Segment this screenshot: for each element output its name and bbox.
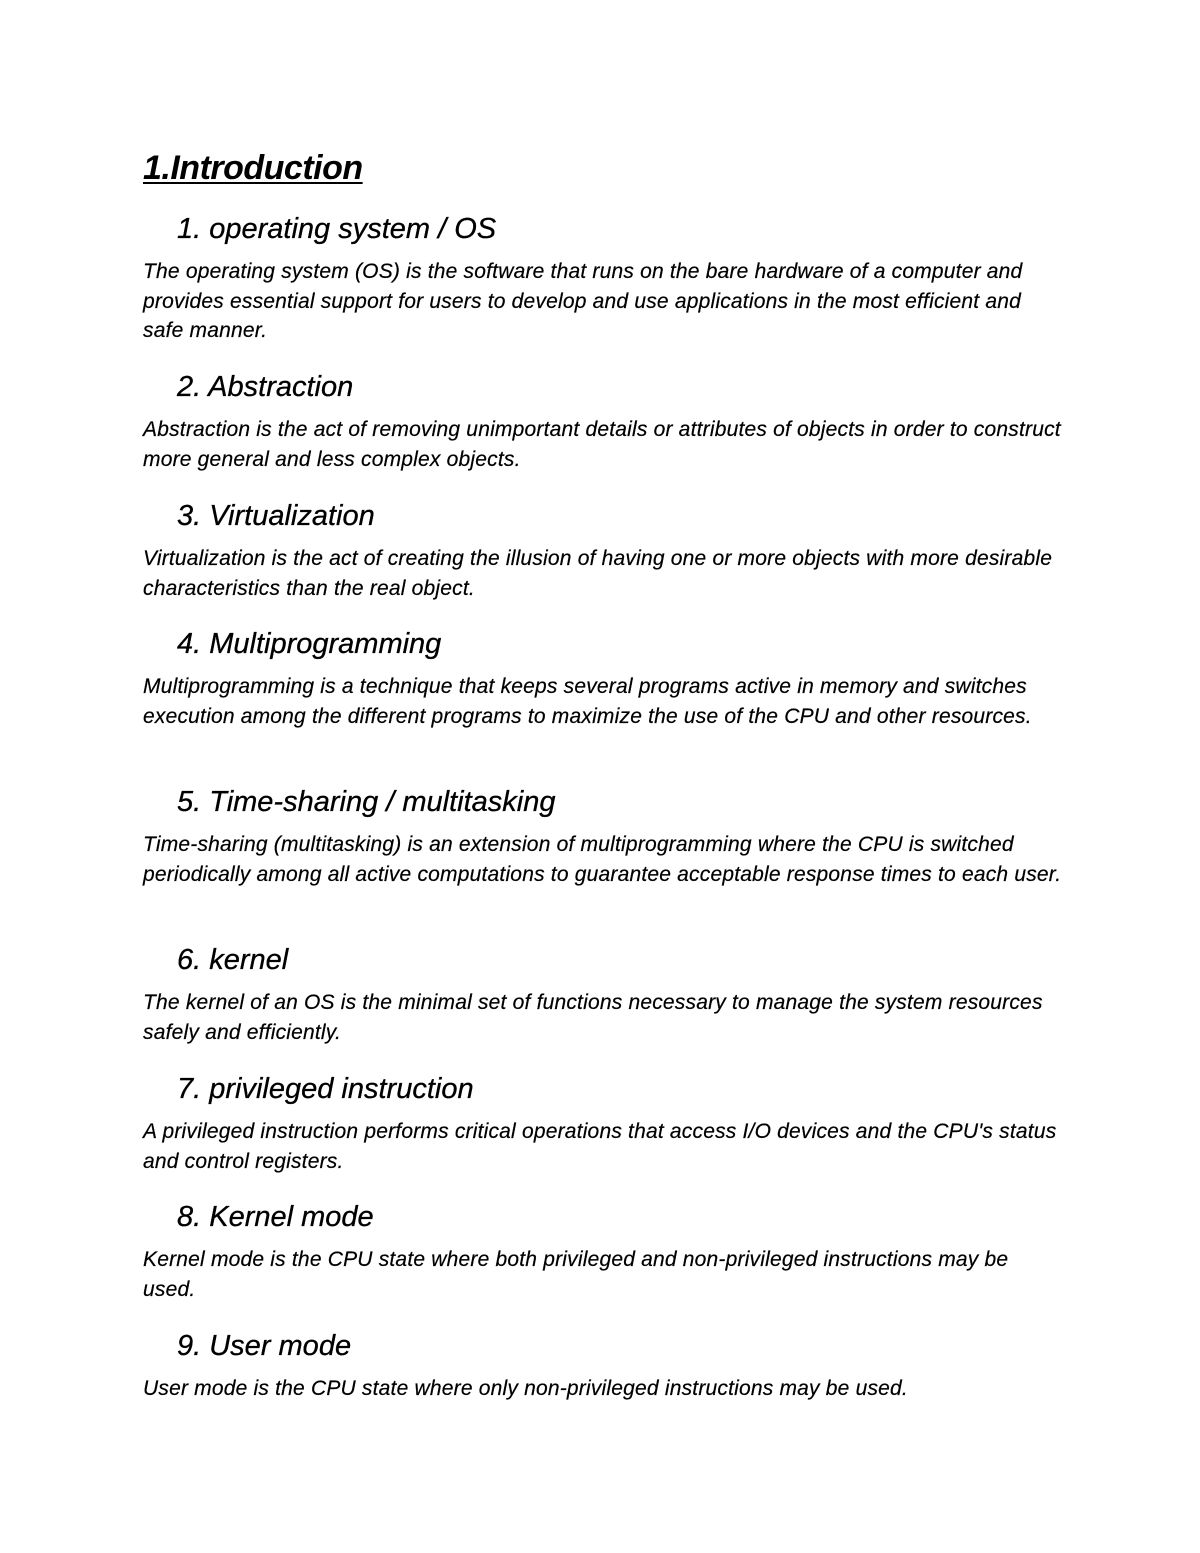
- section-multiprogramming: [143, 626, 1063, 731]
- section-heading: 9. User mode: [177, 1330, 352, 1362]
- section-kernel: [143, 942, 1063, 1047]
- section-body: The operating system (OS) is the software that runs on the bare hardware of a computer and provides essential support for users to develop and use applications in the most efficient and safe manner.: [143, 260, 1023, 342]
- section-heading: 1. operating system / OS: [177, 213, 497, 245]
- document-title: 1.Introduction: [143, 149, 363, 187]
- section-abstraction: [143, 369, 1063, 474]
- section-heading: 7. privileged instruction: [177, 1073, 474, 1105]
- section-heading: 3. Virtualization: [177, 500, 375, 532]
- section-heading: 2. Abstraction: [177, 371, 354, 403]
- section-body: Virtualization is the act of creating the illusion of having one or more objects with more desirable characteristics than the real object.: [143, 547, 1053, 600]
- section-kernel-mode: [143, 1199, 1063, 1304]
- section-body: Time-sharing (multitasking) is an extension of multiprogramming where the CPU is switched periodically among all active computations to guarantee acceptable response times to each user.: [143, 833, 1062, 886]
- section-body: A privileged instruction performs critical operations that access I/O devices and the CPU's status and control registers.: [143, 1120, 1057, 1173]
- section-body: Kernel mode is the CPU state where both privileged and non-privileged instructions may be used.: [143, 1248, 1009, 1301]
- section-heading: 8. Kernel mode: [177, 1201, 374, 1233]
- section-time-sharing: [143, 784, 1063, 889]
- section-operating-system: [143, 211, 1063, 346]
- section-virtualization: [143, 498, 1063, 603]
- section-user-mode: [143, 1328, 1063, 1404]
- section-body: The kernel of an OS is the minimal set of functions necessary to manage the system resources safely and efficiently.: [143, 991, 1043, 1044]
- section-body: Abstraction is the act of removing unimportant details or attributes of objects in order to construct more general and less complex objects.: [143, 418, 1061, 471]
- section-heading: 5. Time-sharing / multitasking: [177, 786, 556, 818]
- section-body: Multiprogramming is a technique that keeps several programs active in memory and switches execution among the different programs to maximize the use of the CPU and other resources.: [143, 675, 1032, 728]
- section-heading: 6. kernel: [177, 944, 289, 976]
- section-body: User mode is the CPU state where only non-privileged instructions may be used.: [143, 1377, 908, 1400]
- section-privileged-instruction: [143, 1071, 1063, 1176]
- section-heading: 4. Multiprogramming: [177, 628, 442, 660]
